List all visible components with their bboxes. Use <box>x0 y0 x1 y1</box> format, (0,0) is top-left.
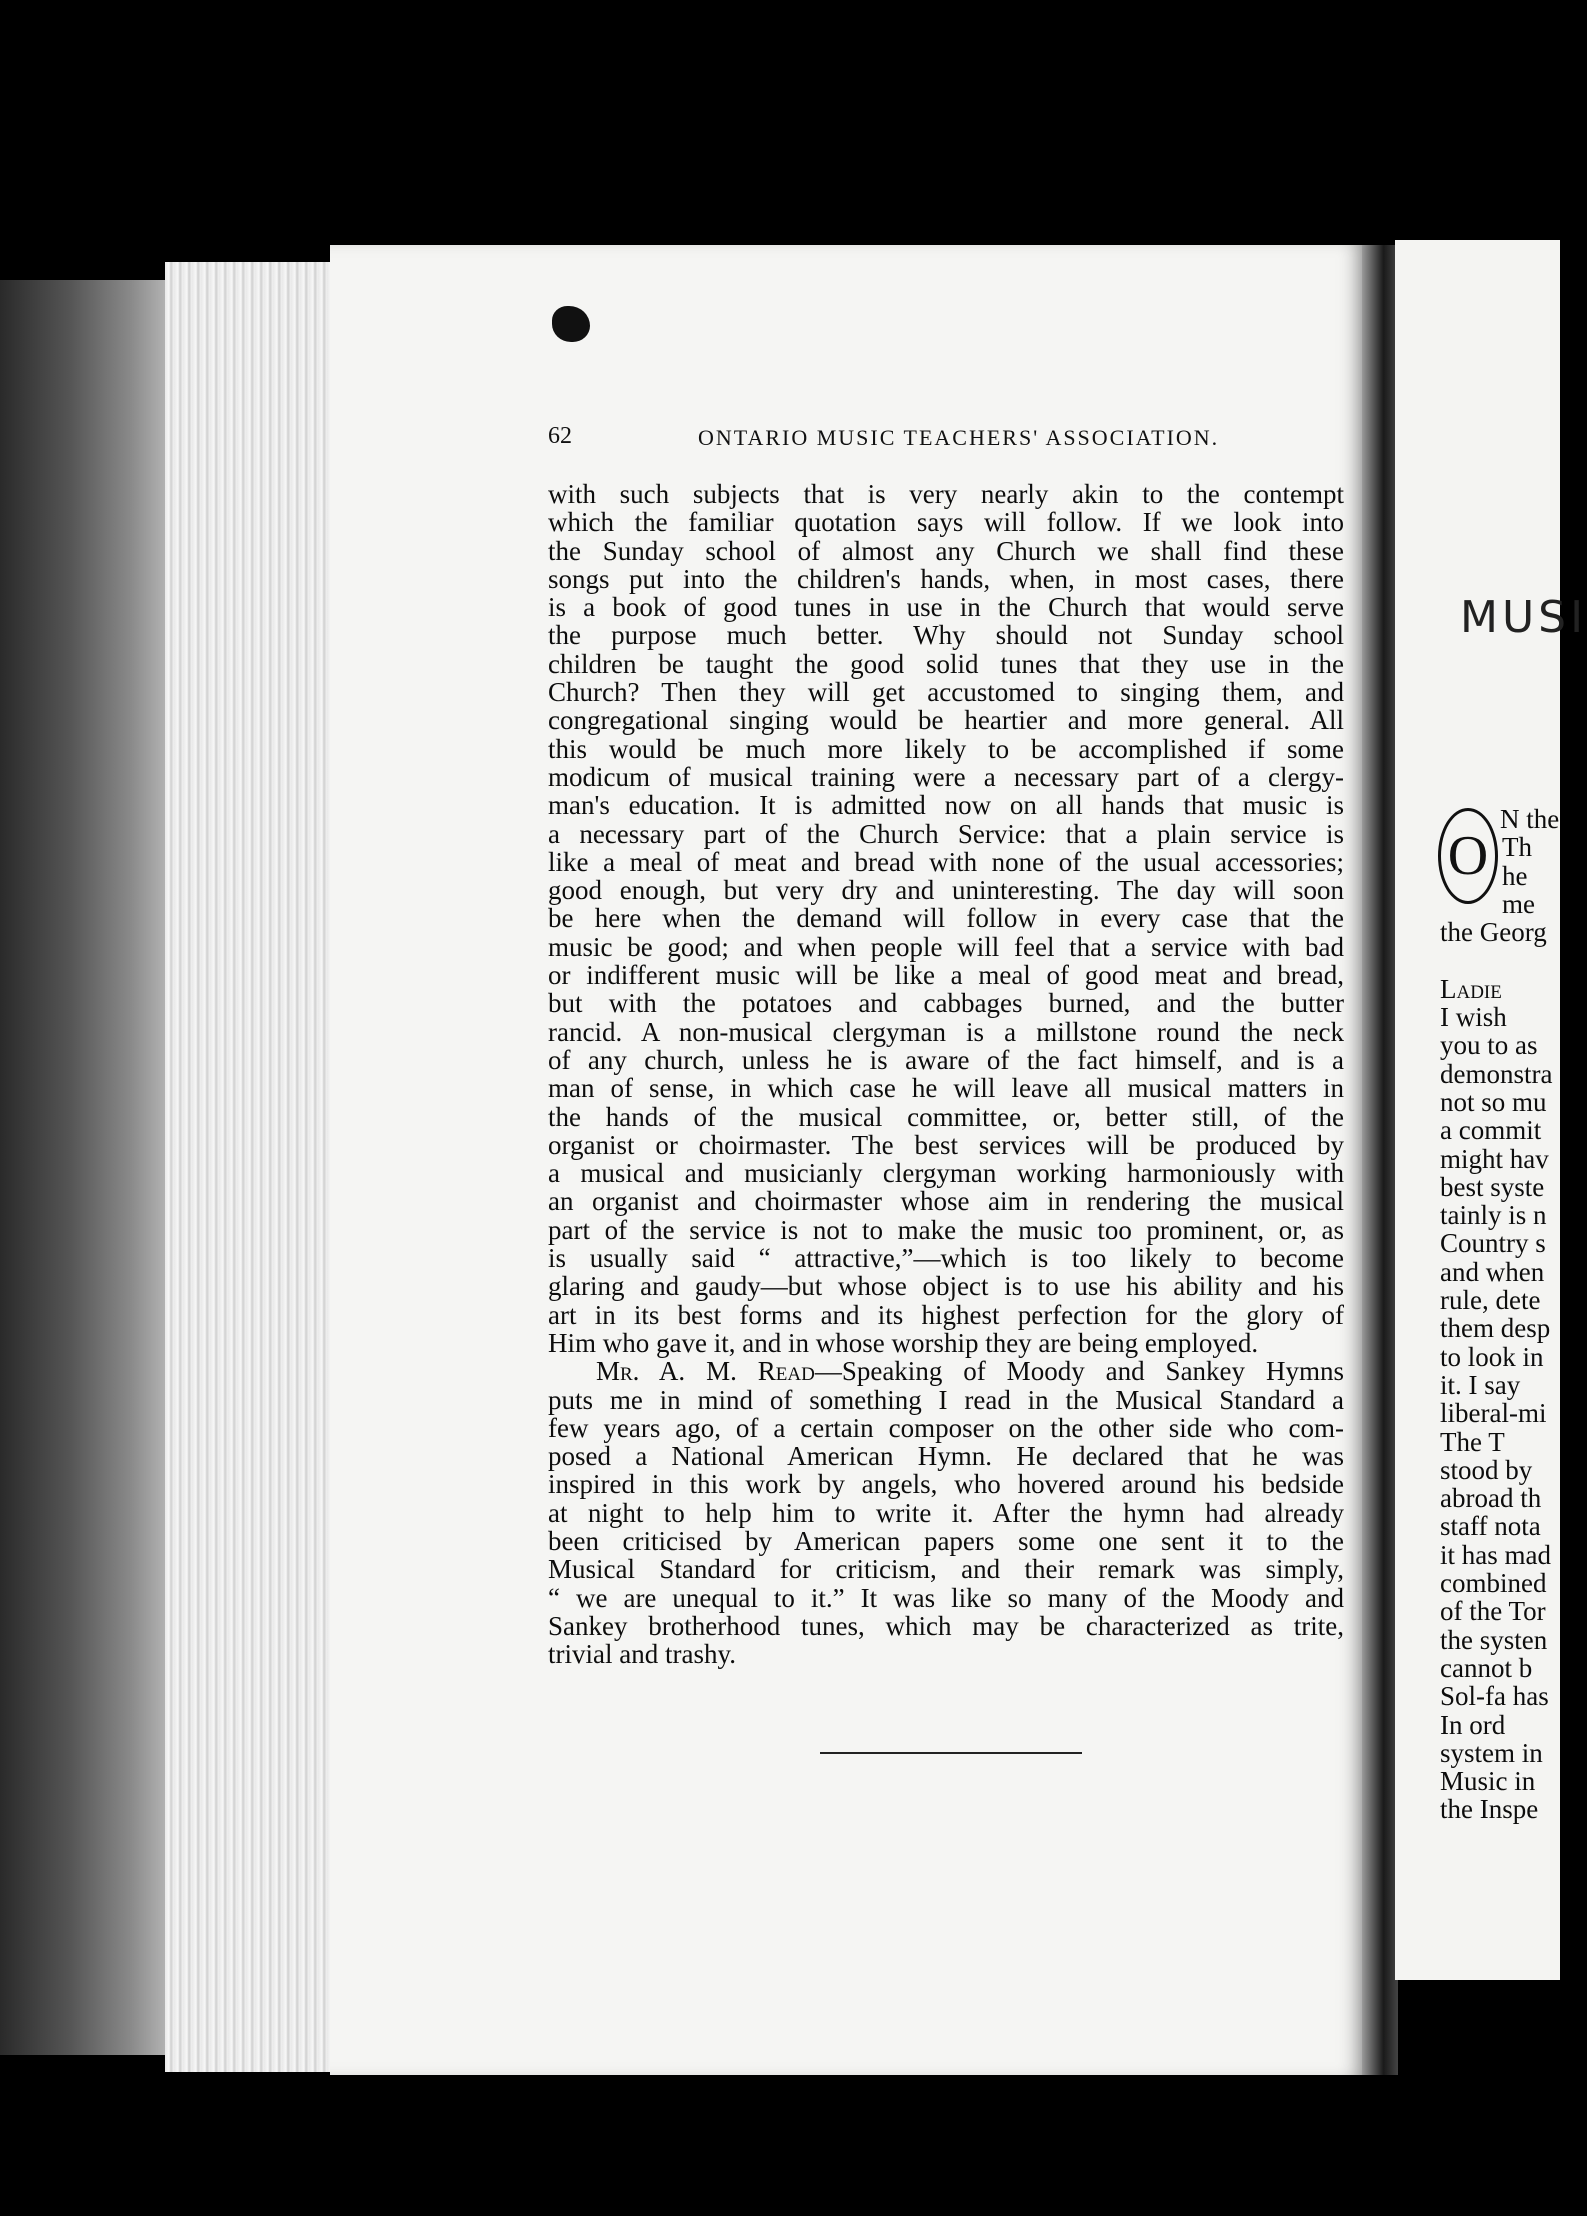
text-line: rancid. A non-musical clergyman is a millstone round the neck <box>548 1016 1344 1047</box>
book-cover-edge <box>0 280 175 2055</box>
text-line: few years ago, of a certain composer on the other side who com- <box>548 1412 1344 1443</box>
right-page-line: abroad th <box>1440 1483 1542 1514</box>
text-line: Him who gave it, and in whose worship they are being employed. <box>548 1327 1259 1358</box>
text-line: man's education. It is admitted now on all hands that music is <box>548 790 1344 821</box>
text-line: children be taught the good solid tunes that they use in the <box>548 648 1344 679</box>
page-number: 62 <box>548 423 572 449</box>
text-line: is a book of good tunes in use in the Church that would serve <box>548 592 1344 623</box>
right-page-line <box>1440 946 1560 974</box>
right-page-line: to look in <box>1440 1341 1544 1372</box>
text-line: inspired in this work by angels, who hovered around his bedside <box>548 1469 1344 1500</box>
text-line: be here when the demand will follow in every case that the <box>548 903 1344 934</box>
right-page-line: it has mad <box>1440 1539 1551 1570</box>
text-line: Church? Then they will get accustomed to singing them, and <box>548 677 1344 708</box>
paragraph-1 <box>548 480 1344 1357</box>
speaker-name: Mr. A. M. Read <box>596 1356 815 1387</box>
text-line: Mr. A. M. Read—Speaking of Moody and Sankey Hymns <box>596 1356 1344 1387</box>
text-line: good enough, but very dry and uninteresting. The day will soon <box>548 875 1344 906</box>
text-line: modicum of musical training were a necessary part of a clergy- <box>548 761 1344 792</box>
text-line: an organist and choirmaster whose aim in rendering the musical <box>548 1186 1344 1217</box>
page-edges <box>165 262 335 2072</box>
text-line: puts me in mind of something I read in the Musical Standard a <box>548 1384 1344 1415</box>
text-line: is usually said “ attractive,”—which is too likely to become <box>548 1243 1344 1274</box>
text-line: which the familiar quotation says will follow. If we look into <box>548 507 1344 538</box>
right-page-line: and when <box>1440 1256 1545 1287</box>
text-line: a musical and musicianly clergyman working harmoniously with <box>548 1158 1344 1189</box>
right-page-line: a commit <box>1440 1115 1542 1146</box>
right-page-line: The T <box>1440 1426 1505 1457</box>
section-rule <box>820 1752 1082 1754</box>
text-line: at night to help him to write it. After the hymn had already <box>548 1497 1344 1528</box>
right-page-line: me <box>1502 888 1535 919</box>
right-page-line: Ladie <box>1440 973 1502 1004</box>
right-page-line: cannot b <box>1440 1652 1533 1683</box>
right-page-line: I wish <box>1440 1002 1507 1033</box>
right-page-line: best syste <box>1440 1171 1545 1202</box>
right-page-line: the Georg <box>1440 917 1547 948</box>
text-line: music be good; and when people will feel that a service with bad <box>548 931 1344 962</box>
ink-blot <box>552 306 590 342</box>
right-page-line: N the <box>1500 804 1560 834</box>
right-page-line: Music in <box>1440 1766 1536 1797</box>
text-line: this would be much more likely to be accomplished if some <box>548 733 1344 764</box>
body-text <box>548 480 1344 1668</box>
right-page-line: them desp <box>1440 1313 1551 1344</box>
text-line: a necessary part of the Church Service: that a plain service is <box>548 818 1344 849</box>
text-line: “ we are unequal to it.” It was like so many of the Moody and <box>548 1582 1344 1613</box>
text-line: the purpose much better. Why should not Sunday school <box>548 620 1344 651</box>
right-page-line: the systen <box>1440 1624 1548 1655</box>
text-line: the Sunday school of almost any Church we shall find these <box>548 535 1344 566</box>
text-line: posed a National American Hymn. He declared that he was <box>548 1441 1344 1472</box>
text-line: songs put into the children's hands, when, in most cases, there <box>548 563 1344 594</box>
right-page-line: Country s <box>1440 1228 1546 1259</box>
text-line: or indifferent music will be like a meal of good meat and bread, <box>548 960 1344 991</box>
right-page-line: rule, dete <box>1440 1285 1541 1316</box>
right-page-line: the Inspe <box>1440 1794 1539 1825</box>
right-page-title: MUSI <box>1460 592 1587 643</box>
right-page-line: combined <box>1440 1568 1547 1599</box>
page-header <box>548 423 1348 463</box>
text-line: but with the potatoes and cabbages burned, and the butter <box>548 988 1344 1019</box>
right-page-line: liberal-mi <box>1440 1398 1547 1429</box>
right-page-line: of the Tor <box>1440 1596 1546 1627</box>
right-page-line: not so mu <box>1440 1086 1547 1117</box>
right-page-line: system in <box>1440 1737 1543 1768</box>
right-page-line: In ord <box>1440 1709 1506 1740</box>
running-head: ONTARIO MUSIC TEACHERS' ASSOCIATION. <box>698 425 1220 450</box>
drop-cap: O <box>1438 808 1498 904</box>
text-line: of any church, unless he is aware of the fact himself, and is a <box>548 1044 1344 1075</box>
paragraph-2 <box>548 1357 1344 1668</box>
text-line: Sankey brotherhood tunes, which may be characterized as trite, <box>548 1610 1344 1641</box>
text-line: trivial and trashy. <box>548 1639 736 1670</box>
right-page-line: it. I say <box>1440 1369 1521 1400</box>
text-line: the hands of the musical committee, or, better still, of the <box>548 1101 1344 1132</box>
right-page-line: you to as <box>1440 1030 1538 1061</box>
right-page-text <box>1440 805 1560 1824</box>
right-page-line: Sol-fa has <box>1440 1681 1549 1712</box>
text-line: been criticised by American papers some one sent it to the <box>548 1525 1344 1556</box>
right-page-line: tainly is n <box>1440 1200 1547 1231</box>
text-line: Musical Standard for criticism, and their remark was simply, <box>548 1554 1344 1585</box>
text-line: art in its best forms and its highest perfection for the glory of <box>548 1299 1344 1330</box>
text-line: part of the service is not to make the music too prominent, or, as <box>548 1214 1344 1245</box>
right-page-line: demonstra <box>1440 1058 1553 1089</box>
text-line: glaring and gaudy—but whose object is to use his ability and his <box>548 1271 1344 1302</box>
right-page-line: Th <box>1502 832 1532 863</box>
right-page-line: might hav <box>1440 1143 1549 1174</box>
book-gutter <box>1362 245 1398 2075</box>
text-line: like a meal of meat and bread with none of the usual accessories; <box>548 846 1344 877</box>
right-page-line: he <box>1502 860 1528 891</box>
right-page-line: stood by <box>1440 1454 1533 1485</box>
text-line: with such subjects that is very nearly akin to the contempt <box>548 479 1344 509</box>
text-line: congregational singing would be heartier and more general. All <box>548 705 1344 736</box>
text-line: man of sense, in which case he will leave all musical matters in <box>548 1073 1344 1104</box>
right-page-line: staff nota <box>1440 1511 1541 1542</box>
text-line: organist or choirmaster. The best services will be produced by <box>548 1129 1344 1160</box>
